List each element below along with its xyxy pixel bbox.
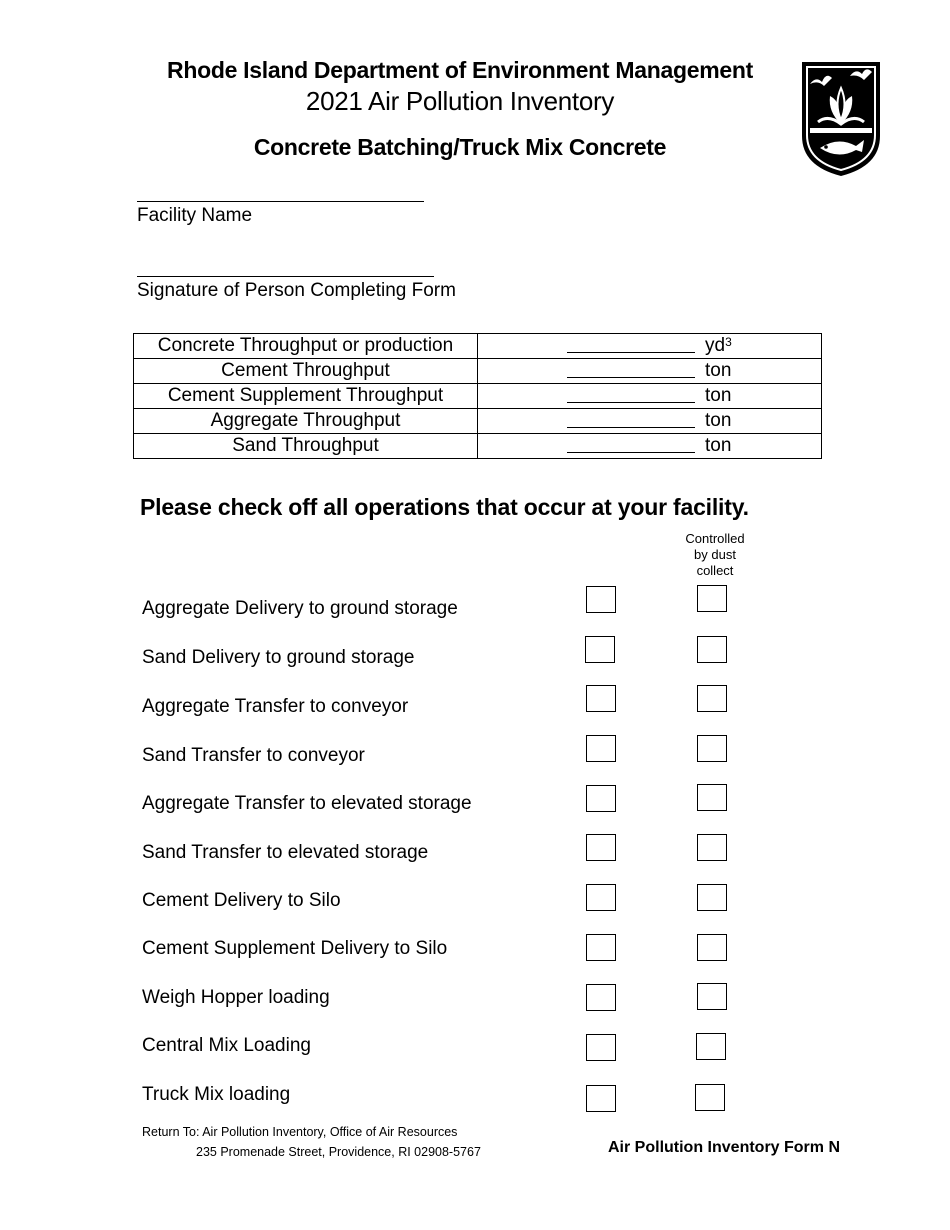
throughput-name: Sand Throughput — [134, 434, 478, 459]
operation-label: Sand Transfer to conveyor — [142, 745, 365, 766]
operation-controlled-checkbox[interactable] — [697, 884, 727, 911]
operation-label: Sand Transfer to elevated storage — [142, 842, 429, 863]
operation-occurs-checkbox[interactable] — [586, 1085, 616, 1112]
throughput-value-cell — [478, 434, 822, 459]
operation-controlled-checkbox[interactable] — [697, 983, 727, 1010]
operation-controlled-checkbox[interactable] — [695, 1084, 725, 1111]
throughput-input[interactable] — [567, 409, 695, 428]
operation-label: Central Mix Loading — [142, 1035, 311, 1056]
operations-instruction: Please check off all operations that occur at your facility. — [140, 494, 749, 520]
return-address-line2: 235 Promenade Street, Providence, RI 02908-5767 — [196, 1145, 481, 1159]
signature-field[interactable] — [137, 276, 434, 277]
facility-name-field[interactable] — [137, 201, 424, 202]
column-header-line: by dust — [694, 547, 736, 562]
operation-label: Weigh Hopper loading — [142, 987, 330, 1008]
unit-text: yd — [705, 335, 726, 356]
operation-occurs-checkbox[interactable] — [586, 735, 616, 762]
unit-text: ton — [705, 385, 732, 406]
unit-text: ton — [705, 360, 732, 381]
throughput-unit — [705, 434, 731, 458]
throughput-input[interactable] — [567, 434, 695, 453]
operation-label: Aggregate Transfer to conveyor — [142, 696, 409, 717]
return-address-line1: Return To: Air Pollution Inventory, Office of Air Resources — [142, 1125, 458, 1139]
table-row — [134, 359, 822, 384]
operation-controlled-checkbox[interactable] — [696, 1033, 726, 1060]
operation-label: Truck Mix loading — [142, 1084, 291, 1105]
throughput-value-cell — [478, 384, 822, 409]
operation-occurs-checkbox[interactable] — [586, 934, 616, 961]
operation-controlled-checkbox[interactable] — [697, 784, 727, 811]
throughput-name: Cement Throughput — [134, 359, 478, 384]
operation-controlled-checkbox[interactable] — [697, 735, 727, 762]
operation-label: Cement Supplement Delivery to Silo — [142, 938, 448, 959]
operation-controlled-checkbox[interactable] — [697, 834, 727, 861]
unit-text: ton — [705, 410, 732, 431]
operation-occurs-checkbox[interactable] — [586, 586, 616, 613]
throughput-unit — [705, 334, 732, 358]
table-row — [134, 409, 822, 434]
operation-occurs-checkbox[interactable] — [586, 884, 616, 911]
operation-occurs-checkbox[interactable] — [586, 685, 616, 712]
signature-label: Signature of Person Completing Form — [137, 280, 456, 301]
unit-superscript: 3 — [725, 335, 732, 349]
table-row — [134, 384, 822, 409]
operation-label: Aggregate Delivery to ground storage — [142, 598, 458, 619]
throughput-unit — [705, 359, 731, 383]
throughput-value-cell — [478, 359, 822, 384]
throughput-input[interactable] — [567, 359, 695, 378]
column-header-line: Controlled — [685, 531, 745, 546]
column-header-line: collect — [696, 563, 734, 578]
table-row — [134, 334, 822, 359]
operation-controlled-checkbox[interactable] — [697, 585, 727, 612]
operation-occurs-checkbox[interactable] — [586, 984, 616, 1011]
operation-controlled-checkbox[interactable] — [697, 685, 727, 712]
operation-controlled-checkbox[interactable] — [697, 636, 727, 663]
throughput-unit — [705, 409, 731, 433]
operation-label: Cement Delivery to Silo — [142, 890, 341, 911]
throughput-name: Cement Supplement Throughput — [134, 384, 478, 409]
inventory-title: 2021 Air Pollution Inventory — [305, 86, 615, 116]
ri-dem-seal-icon — [798, 58, 884, 178]
operation-occurs-checkbox[interactable] — [585, 636, 615, 663]
operation-occurs-checkbox[interactable] — [586, 1034, 616, 1061]
throughput-name: Aggregate Throughput — [134, 409, 478, 434]
agency-name: Rhode Island Department of Environment Management — [167, 57, 753, 83]
facility-name-label: Facility Name — [137, 205, 253, 226]
operation-occurs-checkbox[interactable] — [586, 785, 616, 812]
throughput-unit — [705, 384, 731, 408]
throughput-value-cell — [478, 334, 822, 359]
throughput-name: Concrete Throughput or production — [134, 334, 478, 359]
operation-label: Sand Delivery to ground storage — [142, 647, 415, 668]
table-row — [134, 434, 822, 459]
throughput-input[interactable] — [567, 384, 695, 403]
operation-controlled-checkbox[interactable] — [697, 934, 727, 961]
form-identifier: Air Pollution Inventory Form N — [608, 1139, 841, 1156]
operation-label: Aggregate Transfer to elevated storage — [142, 793, 472, 814]
operation-occurs-checkbox[interactable] — [586, 834, 616, 861]
throughput-table — [133, 333, 822, 459]
throughput-value-cell — [478, 409, 822, 434]
throughput-input[interactable] — [567, 334, 695, 353]
controlled-column-header — [680, 531, 750, 579]
unit-text: ton — [705, 435, 732, 456]
form-title: Concrete Batching/Truck Mix Concrete — [253, 134, 667, 160]
